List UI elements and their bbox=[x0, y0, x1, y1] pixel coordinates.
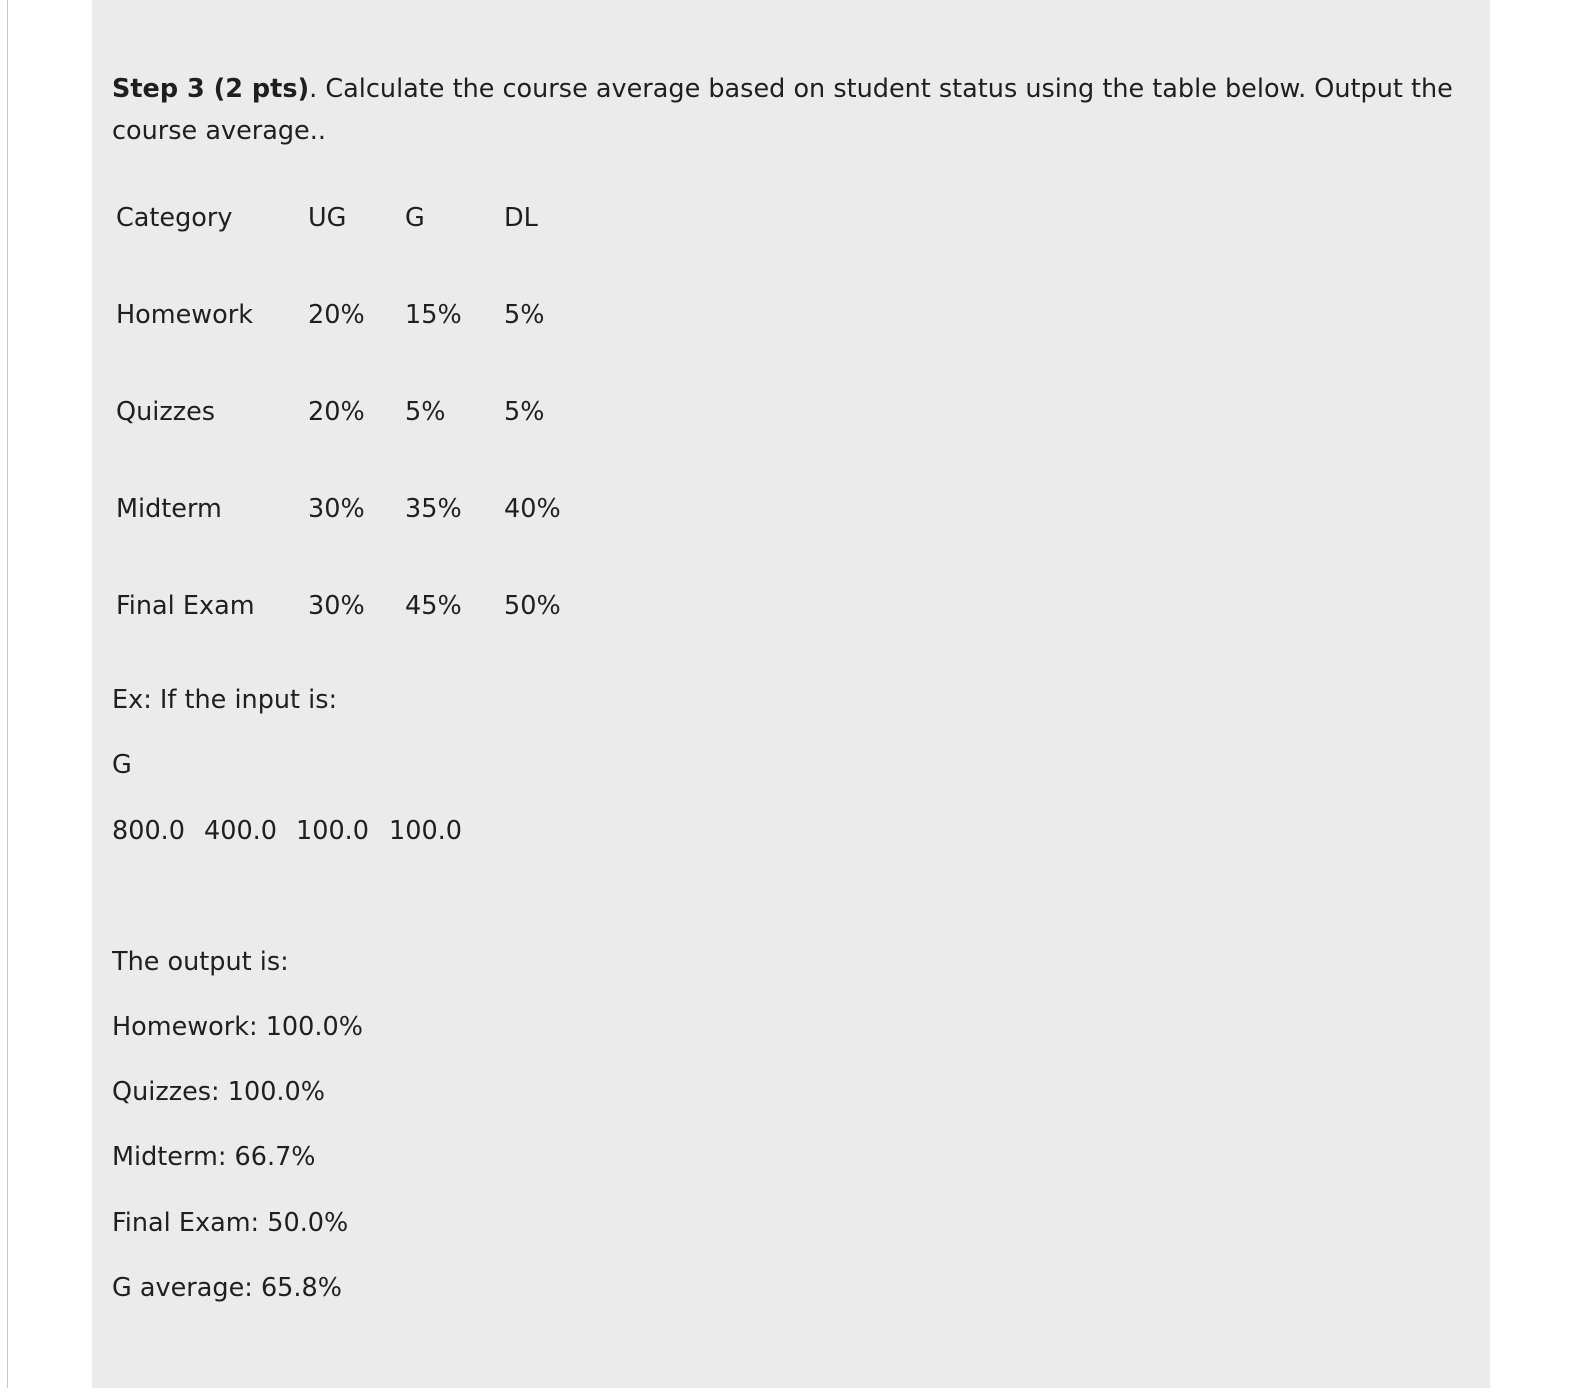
row-final-exam-g: 45% bbox=[405, 591, 462, 621]
header-dl: DL bbox=[504, 203, 538, 233]
row-final-exam-category: Final Exam bbox=[116, 591, 255, 621]
output-line-quizzes: Quizzes: 100.0% bbox=[112, 1077, 325, 1107]
row-final-exam-dl: 50% bbox=[504, 591, 561, 621]
example-input-status: G bbox=[112, 750, 132, 780]
row-homework-g: 15% bbox=[405, 300, 462, 330]
row-homework-dl: 5% bbox=[504, 300, 545, 330]
example-input-value-1: 800.0 bbox=[112, 816, 186, 846]
row-quizzes-category: Quizzes bbox=[116, 397, 216, 427]
row-homework-ug: 20% bbox=[308, 300, 365, 330]
header-category: Category bbox=[116, 203, 233, 233]
example-input-value-4: 100.0 bbox=[389, 816, 463, 846]
step-text: . Calculate the course average based on student status using the table below. Output the course average.. bbox=[112, 74, 1453, 146]
row-midterm-category: Midterm bbox=[116, 494, 222, 524]
example-input-value-2: 400.0 bbox=[204, 816, 278, 846]
output-line-midterm: Midterm: 66.7% bbox=[112, 1142, 316, 1172]
row-midterm-g: 35% bbox=[405, 494, 462, 524]
row-quizzes-ug: 20% bbox=[308, 397, 365, 427]
header-ug: UG bbox=[308, 203, 347, 233]
row-quizzes-dl: 5% bbox=[504, 397, 545, 427]
output-intro: The output is: bbox=[112, 947, 289, 977]
header-g: G bbox=[405, 203, 425, 233]
step-heading: Step 3 (2 pts) bbox=[112, 74, 310, 104]
left-border-line bbox=[7, 0, 8, 1388]
output-line-average: G average: 65.8% bbox=[112, 1273, 342, 1303]
example-input-value-3: 100.0 bbox=[296, 816, 370, 846]
row-final-exam-ug: 30% bbox=[308, 591, 365, 621]
row-homework-category: Homework bbox=[116, 300, 254, 330]
row-midterm-ug: 30% bbox=[308, 494, 365, 524]
row-quizzes-g: 5% bbox=[405, 397, 446, 427]
row-midterm-dl: 40% bbox=[504, 494, 561, 524]
output-line-homework: Homework: 100.0% bbox=[112, 1012, 363, 1042]
step-instructions bbox=[112, 68, 1472, 152]
example-intro: Ex: If the input is: bbox=[112, 685, 338, 715]
output-line-final-exam: Final Exam: 50.0% bbox=[112, 1208, 349, 1238]
